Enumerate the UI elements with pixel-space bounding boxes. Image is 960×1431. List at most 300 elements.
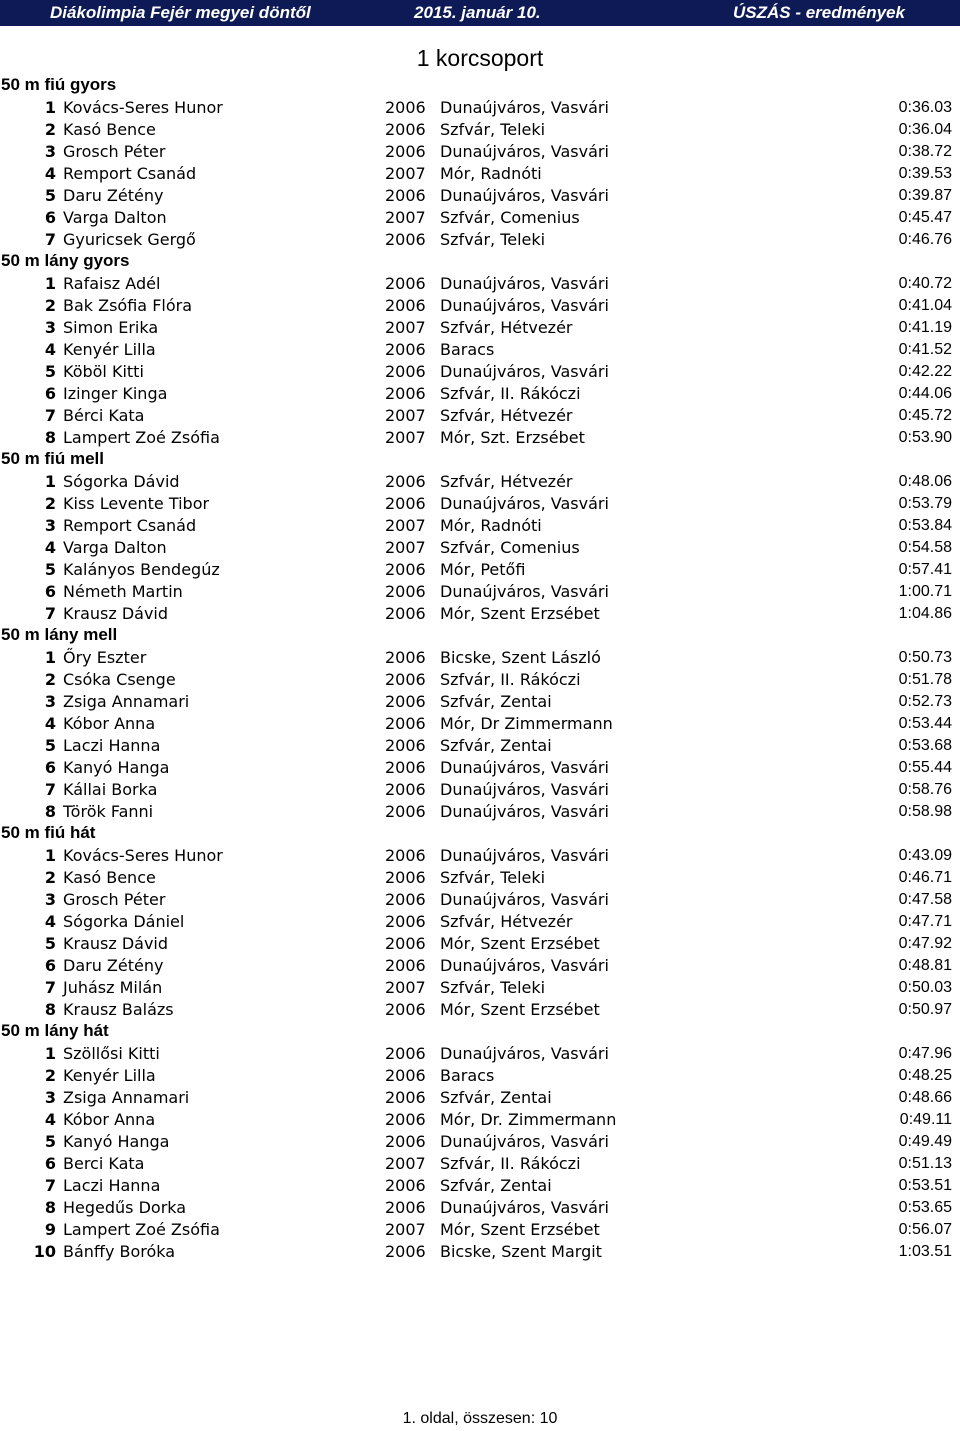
result-year: 2006 — [385, 1198, 426, 1217]
result-time: 1:03.51 — [898, 1243, 952, 1260]
result-club: Dunaújváros, Vasvári — [440, 362, 609, 381]
result-year: 2006 — [385, 120, 426, 139]
result-time: 0:53.65 — [898, 1199, 952, 1216]
result-rank: 2 — [44, 670, 56, 689]
result-year: 2006 — [385, 98, 426, 117]
result-time: 0:48.06 — [898, 473, 952, 490]
result-row — [0, 1152, 960, 1174]
result-name: Varga Dalton — [63, 208, 167, 227]
result-time: 0:46.76 — [898, 231, 952, 248]
result-rank: 2 — [44, 868, 56, 887]
result-year: 2006 — [385, 340, 426, 359]
result-rank: 3 — [44, 142, 56, 161]
result-row — [0, 778, 960, 800]
result-row — [0, 96, 960, 118]
result-year: 2007 — [385, 1154, 426, 1173]
result-row — [0, 1108, 960, 1130]
result-name: Kenyér Lilla — [63, 340, 156, 359]
result-name: Őry Eszter — [63, 648, 147, 667]
result-rank: 3 — [44, 692, 56, 711]
result-row — [0, 976, 960, 998]
result-year: 2006 — [385, 934, 426, 953]
result-time: 0:56.07 — [898, 1221, 952, 1238]
header-date: 2015. január 10. — [414, 3, 541, 22]
result-name: Daru Zétény — [63, 186, 164, 205]
result-row — [0, 1240, 960, 1262]
result-name: Bánffy Boróka — [63, 1242, 176, 1261]
result-year: 2007 — [385, 516, 426, 535]
result-row — [0, 580, 960, 602]
result-rank: 2 — [44, 296, 56, 315]
result-year: 2007 — [385, 318, 426, 337]
result-name: Krausz Balázs — [63, 1000, 174, 1019]
result-row — [0, 536, 960, 558]
result-year: 2007 — [385, 538, 426, 557]
result-row — [0, 800, 960, 822]
result-name: Krausz Dávid — [63, 604, 169, 623]
result-club: Mór, Dr. Zimmermann — [440, 1110, 617, 1129]
event-title: 50 m fiú mell — [1, 449, 104, 468]
result-rank: 7 — [44, 604, 56, 623]
page-footer: 1. oldal, összesen: 10 — [402, 1410, 558, 1427]
result-year: 2006 — [385, 1088, 426, 1107]
result-rank: 1 — [44, 846, 56, 865]
result-club: Mór, Radnóti — [440, 164, 542, 183]
event-title: 50 m lány mell — [1, 625, 118, 644]
result-club: Szfvár, Teleki — [440, 120, 546, 139]
result-name: Bak Zsófia Flóra — [63, 296, 193, 315]
result-row — [0, 316, 960, 338]
result-row — [0, 1196, 960, 1218]
result-club: Szfvár, Zentai — [440, 1088, 552, 1107]
result-name: Csóka Csenge — [63, 670, 176, 689]
result-time: 0:53.51 — [898, 1177, 952, 1194]
result-year: 2006 — [385, 604, 426, 623]
result-year: 2006 — [385, 912, 426, 931]
event-title: 50 m lány hát — [1, 1021, 109, 1040]
result-rank: 1 — [44, 274, 56, 293]
result-rank: 1 — [44, 472, 56, 491]
result-time: 0:46.71 — [898, 869, 952, 886]
result-rank: 8 — [44, 1198, 56, 1217]
result-name: Berci Kata — [63, 1154, 145, 1173]
result-time: 0:36.04 — [898, 121, 952, 138]
result-rank: 7 — [44, 780, 56, 799]
result-row — [0, 954, 960, 976]
result-name: Török Fanni — [63, 802, 154, 821]
result-club: Szfvár, II. Rákóczi — [440, 670, 581, 689]
result-rank: 6 — [44, 384, 56, 403]
result-year: 2006 — [385, 956, 426, 975]
result-time: 0:49.11 — [899, 1111, 952, 1128]
result-club: Szfvár, Teleki — [440, 230, 546, 249]
result-name: Rafaisz Adél — [63, 274, 161, 293]
result-rank: 8 — [44, 802, 56, 821]
result-name: Kasó Bence — [63, 868, 156, 887]
result-row — [0, 690, 960, 712]
result-time: 0:45.47 — [898, 209, 952, 226]
result-time: 0:50.03 — [898, 979, 952, 996]
result-club: Baracs — [440, 1066, 495, 1085]
result-club: Bicske, Szent Margit — [440, 1242, 602, 1261]
result-name: Zsiga Annamari — [63, 1088, 190, 1107]
result-club: Mór, Szent Erzsébet — [440, 604, 600, 623]
result-row — [0, 140, 960, 162]
result-time: 0:41.04 — [898, 297, 952, 314]
result-club: Szfvár, Hétvezér — [440, 318, 573, 337]
result-club: Dunaújváros, Vasvári — [440, 494, 609, 513]
result-year: 2006 — [385, 780, 426, 799]
result-name: Varga Dalton — [63, 538, 167, 557]
result-year: 2006 — [385, 362, 426, 381]
result-name: Kovács-Seres Hunor — [63, 846, 223, 865]
result-name: Gyuricsek Gergő — [63, 230, 196, 249]
result-club: Szfvár, Teleki — [440, 868, 546, 887]
result-time: 0:54.58 — [898, 539, 952, 556]
result-rank: 2 — [44, 494, 56, 513]
result-rank: 8 — [44, 1000, 56, 1019]
event-title: 50 m lány gyors — [1, 251, 130, 270]
result-name: Daru Zétény — [63, 956, 164, 975]
result-year: 2006 — [385, 846, 426, 865]
result-time: 0:40.72 — [898, 275, 952, 292]
result-row — [0, 1130, 960, 1152]
result-time: 0:38.72 — [898, 143, 952, 160]
result-club: Szfvár, II. Rákóczi — [440, 1154, 581, 1173]
result-row — [0, 118, 960, 140]
result-rank: 9 — [44, 1220, 56, 1239]
result-time: 0:36.03 — [898, 99, 952, 116]
result-row — [0, 1064, 960, 1086]
result-rank: 6 — [44, 1154, 56, 1173]
result-club: Szfvár, Comenius — [440, 208, 580, 227]
result-rank: 3 — [44, 890, 56, 909]
result-rank: 6 — [44, 956, 56, 975]
result-name: Zsiga Annamari — [63, 692, 190, 711]
result-rank: 5 — [44, 1132, 56, 1151]
event-title: 50 m fiú gyors — [1, 75, 117, 94]
result-time: 0:50.97 — [898, 1001, 952, 1018]
result-name: Sógorka Dávid — [63, 472, 180, 491]
result-rank: 4 — [44, 1110, 56, 1129]
result-row — [0, 668, 960, 690]
result-club: Szfvár, Zentai — [440, 692, 552, 711]
result-row — [0, 272, 960, 294]
result-year: 2006 — [385, 186, 426, 205]
result-time: 0:51.13 — [898, 1155, 952, 1172]
result-rank: 1 — [44, 98, 56, 117]
result-rank: 6 — [44, 582, 56, 601]
result-name: Lampert Zoé Zsófia — [63, 428, 220, 447]
header-subtitle: ÚSZÁS - eredmények — [733, 3, 905, 22]
result-time: 0:55.44 — [898, 759, 952, 776]
result-time: 1:00.71 — [898, 583, 952, 600]
result-time: 0:53.90 — [898, 429, 952, 446]
result-name: Kenyér Lilla — [63, 1066, 156, 1085]
result-club: Dunaújváros, Vasvári — [440, 296, 609, 315]
result-name: Kasó Bence — [63, 120, 156, 139]
result-name: Kállai Borka — [63, 780, 158, 799]
result-row — [0, 932, 960, 954]
result-rank: 2 — [44, 120, 56, 139]
result-club: Dunaújváros, Vasvári — [440, 98, 609, 117]
result-year: 2006 — [385, 714, 426, 733]
result-club: Mór, Szt. Erzsébet — [440, 428, 585, 447]
result-row — [0, 1174, 960, 1196]
result-year: 2006 — [385, 736, 426, 755]
result-time: 0:57.41 — [898, 561, 952, 578]
result-club: Mór, Szent Erzsébet — [440, 934, 600, 953]
result-row — [0, 492, 960, 514]
result-row — [0, 756, 960, 778]
result-row — [0, 1042, 960, 1064]
result-time: 0:44.06 — [898, 385, 952, 402]
result-year: 2006 — [385, 274, 426, 293]
result-club: Mór, Dr Zimmermann — [440, 714, 613, 733]
result-name: Kiss Levente Tibor — [63, 494, 210, 513]
result-time: 0:43.09 — [898, 847, 952, 864]
result-name: Grosch Péter — [63, 142, 166, 161]
result-time: 0:47.71 — [898, 913, 952, 930]
result-name: Laczi Hanna — [63, 1176, 161, 1195]
result-row — [0, 470, 960, 492]
result-club: Szfvár, Hétvezér — [440, 912, 573, 931]
result-time: 0:53.68 — [898, 737, 952, 754]
result-club: Szfvár, Zentai — [440, 1176, 552, 1195]
result-year: 2006 — [385, 758, 426, 777]
result-club: Dunaújváros, Vasvári — [440, 1132, 609, 1151]
result-rank: 6 — [44, 758, 56, 777]
result-name: Kanyó Hanga — [63, 1132, 170, 1151]
result-club: Dunaújváros, Vasvári — [440, 142, 609, 161]
result-year: 2007 — [385, 978, 426, 997]
result-name: Bérci Kata — [63, 406, 145, 425]
result-row — [0, 558, 960, 580]
result-row — [0, 382, 960, 404]
result-rank: 7 — [44, 1176, 56, 1195]
result-time: 0:52.73 — [898, 693, 952, 710]
result-rank: 4 — [44, 164, 56, 183]
result-row — [0, 184, 960, 206]
result-club: Dunaújváros, Vasvári — [440, 582, 609, 601]
result-club: Dunaújváros, Vasvári — [440, 1198, 609, 1217]
result-rank: 3 — [44, 516, 56, 535]
result-club: Mór, Petőfi — [440, 560, 526, 579]
result-row — [0, 1218, 960, 1240]
result-year: 2007 — [385, 1220, 426, 1239]
result-time: 0:53.84 — [898, 517, 952, 534]
result-club: Dunaújváros, Vasvári — [440, 890, 609, 909]
result-row — [0, 338, 960, 360]
result-name: Lampert Zoé Zsófia — [63, 1220, 220, 1239]
result-time: 0:39.53 — [898, 165, 952, 182]
result-year: 2006 — [385, 142, 426, 161]
result-club: Szfvár, Comenius — [440, 538, 580, 557]
result-time: 0:41.19 — [898, 319, 952, 336]
result-row — [0, 910, 960, 932]
result-rank: 8 — [44, 428, 56, 447]
result-name: Krausz Dávid — [63, 934, 169, 953]
result-rank: 7 — [44, 406, 56, 425]
result-name: Izinger Kinga — [63, 384, 168, 403]
result-year: 2006 — [385, 1176, 426, 1195]
result-club: Mór, Radnóti — [440, 516, 542, 535]
result-year: 2006 — [385, 230, 426, 249]
result-year: 2006 — [385, 648, 426, 667]
result-year: 2007 — [385, 406, 426, 425]
result-time: 0:53.79 — [898, 495, 952, 512]
result-row — [0, 712, 960, 734]
result-row — [0, 360, 960, 382]
result-rank: 7 — [44, 978, 56, 997]
result-rank: 4 — [44, 340, 56, 359]
result-name: Németh Martin — [63, 582, 183, 601]
result-club: Dunaújváros, Vasvári — [440, 956, 609, 975]
result-rank: 1 — [44, 648, 56, 667]
result-name: Juhász Milán — [63, 978, 163, 997]
result-row — [0, 866, 960, 888]
result-year: 2006 — [385, 494, 426, 513]
result-year: 2006 — [385, 1132, 426, 1151]
result-row — [0, 1086, 960, 1108]
result-name: Hegedűs Dorka — [63, 1198, 187, 1217]
result-name: Kovács-Seres Hunor — [63, 98, 223, 117]
result-year: 2007 — [385, 164, 426, 183]
result-year: 2006 — [385, 692, 426, 711]
result-time: 0:45.72 — [898, 407, 952, 424]
result-time: 0:47.92 — [898, 935, 952, 952]
result-year: 2006 — [385, 296, 426, 315]
result-time: 0:48.25 — [898, 1067, 952, 1084]
result-name: Remport Csanád — [63, 516, 197, 535]
results-list — [0, 74, 960, 1262]
result-club: Szfvár, Hétvezér — [440, 406, 573, 425]
result-time: 0:50.73 — [898, 649, 952, 666]
result-year: 2006 — [385, 802, 426, 821]
result-club: Baracs — [440, 340, 495, 359]
result-time: 0:51.78 — [898, 671, 952, 688]
header-title: Diákolimpia Fejér megyei döntől — [50, 3, 311, 22]
result-club: Dunaújváros, Vasvári — [440, 274, 609, 293]
result-name: Kanyó Hanga — [63, 758, 170, 777]
result-year: 2006 — [385, 560, 426, 579]
result-club: Dunaújváros, Vasvári — [440, 780, 609, 799]
result-row — [0, 602, 960, 624]
result-club: Mór, Szent Erzsébet — [440, 1000, 600, 1019]
result-row — [0, 228, 960, 250]
result-year: 2006 — [385, 1110, 426, 1129]
result-time: 0:48.81 — [898, 957, 952, 974]
result-row — [0, 844, 960, 866]
result-club: Szfvár, II. Rákóczi — [440, 384, 581, 403]
result-time: 0:49.49 — [898, 1133, 952, 1150]
result-row — [0, 998, 960, 1020]
result-rank: 4 — [44, 538, 56, 557]
result-club: Dunaújváros, Vasvári — [440, 758, 609, 777]
result-row — [0, 206, 960, 228]
result-name: Sógorka Dániel — [63, 912, 185, 931]
result-row — [0, 404, 960, 426]
result-row — [0, 734, 960, 756]
result-year: 2006 — [385, 868, 426, 887]
result-club: Szfvár, Teleki — [440, 978, 546, 997]
result-time: 0:48.66 — [898, 1089, 952, 1106]
result-rank: 3 — [44, 318, 56, 337]
result-name: Szöllősi Kitti — [63, 1044, 160, 1063]
result-name: Köböl Kitti — [63, 362, 144, 381]
result-year: 2006 — [385, 1066, 426, 1085]
result-rank: 7 — [44, 230, 56, 249]
result-time: 0:47.96 — [898, 1045, 952, 1062]
result-year: 2006 — [385, 670, 426, 689]
result-time: 0:53.44 — [898, 715, 952, 732]
result-row — [0, 646, 960, 668]
result-club: Dunaújváros, Vasvári — [440, 186, 609, 205]
result-year: 2006 — [385, 890, 426, 909]
result-name: Kalányos Bendegúz — [63, 560, 220, 579]
result-name: Remport Csanád — [63, 164, 197, 183]
result-year: 2007 — [385, 208, 426, 227]
result-row — [0, 294, 960, 316]
result-row — [0, 426, 960, 448]
result-rank: 5 — [44, 560, 56, 579]
age-group-title: 1 korcsoport — [416, 45, 544, 71]
result-row — [0, 514, 960, 536]
result-name: Kóbor Anna — [63, 714, 156, 733]
result-year: 2006 — [385, 1000, 426, 1019]
result-time: 0:42.22 — [898, 363, 952, 380]
result-club: Mór, Szent Erzsébet — [440, 1220, 600, 1239]
result-year: 2006 — [385, 1044, 426, 1063]
result-name: Grosch Péter — [63, 890, 166, 909]
result-rank: 5 — [44, 736, 56, 755]
result-row — [0, 162, 960, 184]
result-club: Bicske, Szent László — [440, 648, 601, 667]
result-name: Kóbor Anna — [63, 1110, 156, 1129]
result-rank: 3 — [44, 1088, 56, 1107]
result-rank: 10 — [33, 1242, 56, 1261]
result-row — [0, 888, 960, 910]
result-year: 2006 — [385, 384, 426, 403]
result-year: 2006 — [385, 1242, 426, 1261]
result-year: 2006 — [385, 582, 426, 601]
result-time: 0:41.52 — [898, 341, 952, 358]
result-club: Dunaújváros, Vasvári — [440, 846, 609, 865]
result-rank: 1 — [44, 1044, 56, 1063]
event-title: 50 m fiú hát — [1, 823, 96, 842]
result-year: 2007 — [385, 428, 426, 447]
result-club: Szfvár, Hétvezér — [440, 472, 573, 491]
result-time: 0:47.58 — [898, 891, 952, 908]
result-time: 0:39.87 — [898, 187, 952, 204]
result-club: Szfvár, Zentai — [440, 736, 552, 755]
result-club: Dunaújváros, Vasvári — [440, 802, 609, 821]
result-time: 0:58.76 — [898, 781, 952, 798]
result-name: Laczi Hanna — [63, 736, 161, 755]
result-rank: 2 — [44, 1066, 56, 1085]
result-rank: 4 — [44, 912, 56, 931]
result-rank: 5 — [44, 934, 56, 953]
result-rank: 5 — [44, 186, 56, 205]
result-time: 1:04.86 — [898, 605, 952, 622]
result-rank: 5 — [44, 362, 56, 381]
result-year: 2006 — [385, 472, 426, 491]
result-rank: 6 — [44, 208, 56, 227]
header-bar — [0, 0, 960, 26]
result-time: 0:58.98 — [898, 803, 952, 820]
result-club: Dunaújváros, Vasvári — [440, 1044, 609, 1063]
result-name: Simon Erika — [63, 318, 159, 337]
